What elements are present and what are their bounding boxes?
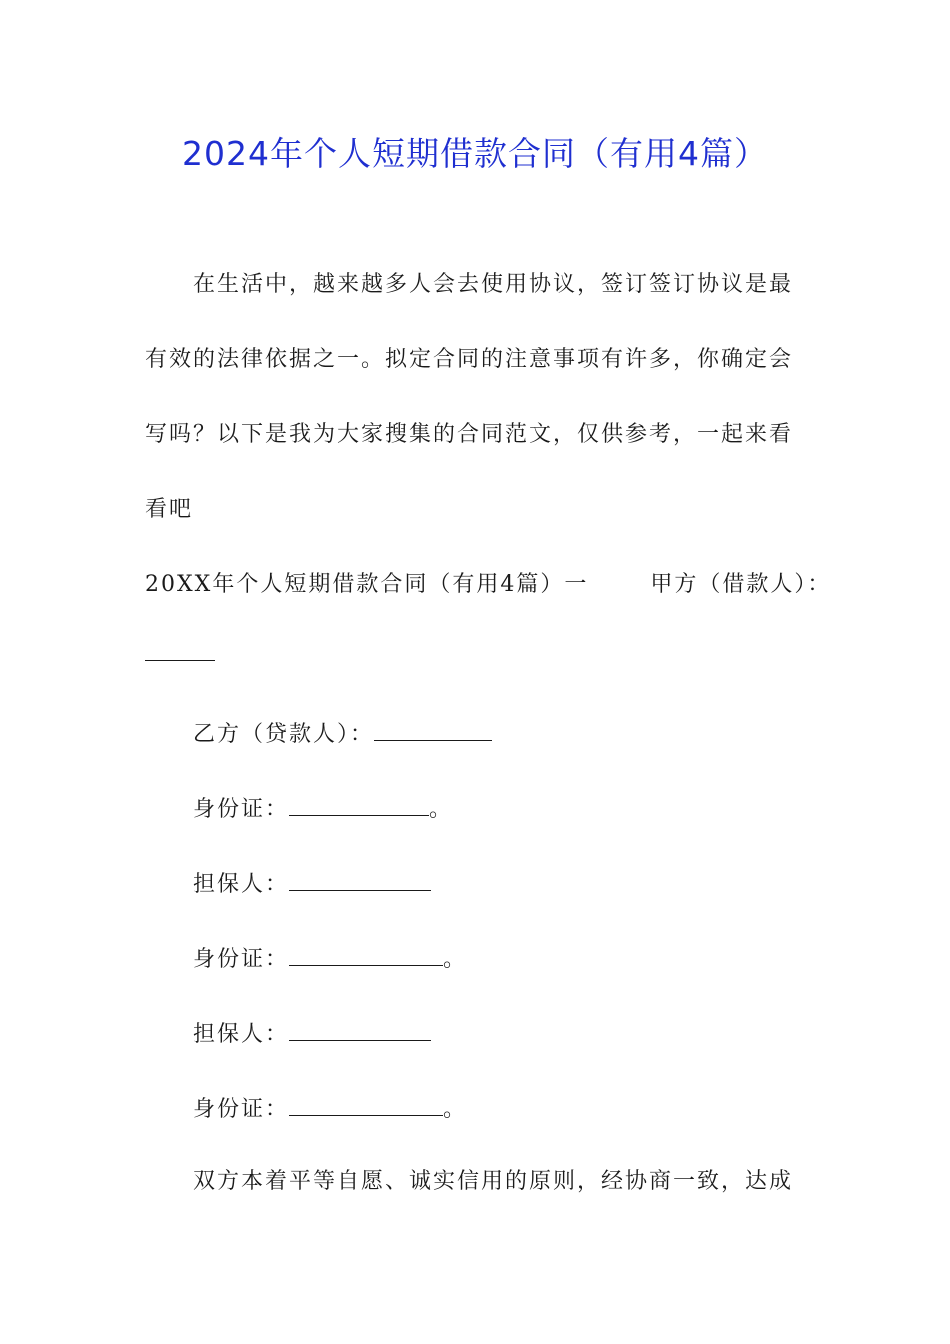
id-blank-2 (289, 945, 443, 966)
id-end-2: 。 (443, 947, 468, 972)
section-heading-row (145, 570, 831, 600)
id-row-2 (193, 945, 467, 975)
guarantor-row-1 (193, 870, 431, 900)
party-a-blank (145, 640, 215, 661)
intro-line-4: 看吧 (145, 497, 194, 522)
id-label-1: 身份证： (193, 797, 290, 822)
id-blank-1 (289, 795, 429, 816)
intro-line-2: 有效的法律依据之一。拟定合同的注意事项有许多，你确定会 (145, 347, 794, 372)
closing-line: 双方本着平等自愿、诚实信用的原则，经协商一致，达成 (193, 1169, 794, 1194)
party-b-blank (374, 720, 492, 741)
section-heading: 20XX年个人短期借款合同（有用4篇）一 (145, 572, 589, 597)
id-label-2: 身份证： (193, 947, 290, 972)
document-title: 2024年个人短期借款合同（有用4篇） (182, 134, 768, 173)
id-end-1: 。 (429, 797, 454, 822)
id-end-3: 。 (443, 1097, 468, 1122)
intro-line-3: 写吗？以下是我为大家搜集的合同范文，仅供参考，一起来看 (145, 422, 794, 447)
id-label-3: 身份证： (193, 1097, 290, 1122)
party-b-label: 乙方（贷款人）： (193, 722, 375, 747)
guarantor-label-1: 担保人： (193, 872, 290, 897)
party-a-blank-row (145, 640, 215, 670)
id-row-3 (193, 1095, 467, 1125)
guarantor-label-2: 担保人： (193, 1022, 290, 1047)
intro-line-1: 在生活中，越来越多人会去使用协议，签订签订协议是最 (193, 272, 794, 297)
party-a-label: 甲方（借款人）： (650, 572, 832, 597)
guarantor-blank-1 (289, 870, 431, 891)
id-blank-3 (289, 1095, 443, 1116)
guarantor-row-2 (193, 1020, 431, 1050)
guarantor-blank-2 (289, 1020, 431, 1041)
party-b-row (193, 720, 492, 750)
id-row-1 (193, 795, 453, 825)
